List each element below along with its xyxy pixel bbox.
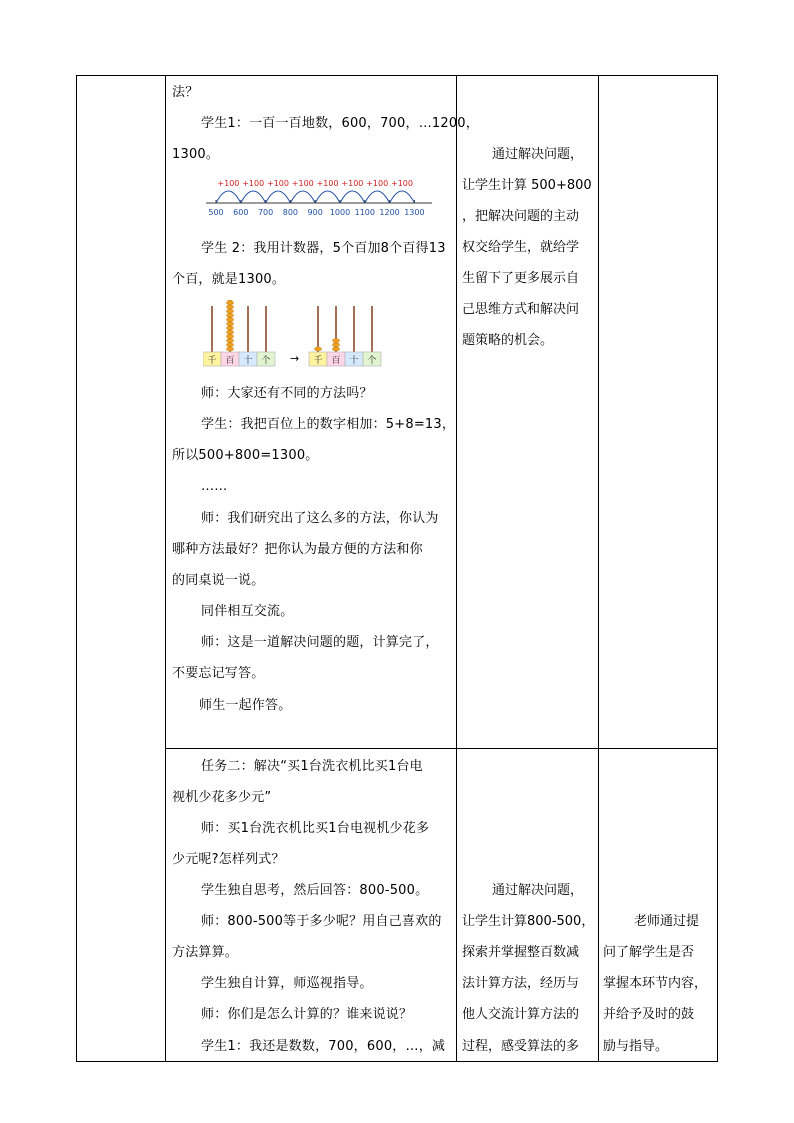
evaluation-line: 励与指导。 <box>603 1039 669 1054</box>
text-line: 少元呢?怎样列式？ <box>172 852 285 867</box>
number-line-jump-arc <box>266 191 291 203</box>
table-col-divider-4 <box>717 75 718 1062</box>
number-line-jump-label: +100 <box>341 179 364 188</box>
abacus-bead <box>226 334 233 338</box>
text-line: 1300。 <box>172 147 220 162</box>
abacus-figure <box>203 300 388 370</box>
abacus-place-label: 个 <box>367 356 377 366</box>
intent-line: 通过解决问题， <box>492 147 584 162</box>
number-line-jump-arc <box>290 191 315 203</box>
abacus-after <box>309 306 381 366</box>
number-line-arcs <box>216 191 414 203</box>
text-line: 同伴相互交流。 <box>201 604 294 619</box>
intent-line: ，把解决问题的主动 <box>462 209 580 224</box>
text-line: 个百，就是1300。 <box>172 272 286 287</box>
abacus-bead <box>226 300 233 301</box>
text-line: 不要忘记写答。 <box>172 666 265 681</box>
text-line: …… <box>201 479 228 494</box>
number-line-tick-label: 1300 <box>404 208 425 217</box>
abacus-before <box>203 300 275 366</box>
abacus-place-label: 十 <box>349 356 359 366</box>
intent-line: 过程，感受算法的多 <box>462 1039 580 1054</box>
number-line-figure <box>204 175 434 225</box>
intent-line: 让学生计算800-500， <box>462 914 595 929</box>
table-bottom-border <box>76 1061 718 1062</box>
text-line: 学生1：一百一百地数，600，700，…1200， <box>201 116 479 131</box>
abacus-bead <box>226 313 233 317</box>
text-line: 任务二：解决“买1台洗衣机比买1台电 <box>201 759 423 774</box>
abacus-place-label: 十 <box>243 356 253 366</box>
text-line: 视机少花多少元” <box>172 790 272 805</box>
abacus-bead <box>226 309 233 313</box>
table-col-divider-2 <box>456 75 457 1062</box>
abacus-place-label: 个 <box>261 356 271 366</box>
number-line-jump-arc <box>216 191 241 203</box>
intent-line: 法计算方法，经历与 <box>462 976 580 991</box>
abacus-place-label: 百 <box>331 356 341 366</box>
abacus-bead <box>226 301 233 305</box>
abacus-bead <box>226 339 233 343</box>
abacus-bead <box>332 343 339 347</box>
number-line-jump-label: +100 <box>391 179 413 188</box>
number-line-jump-label: +100 <box>316 179 339 188</box>
table-col-divider-3 <box>598 75 599 1062</box>
number-line-jump-label: +100 <box>267 179 289 188</box>
text-line: 师：这是一道解决问题的题，计算完了， <box>201 635 439 650</box>
text-line: 学生独自计算，师巡视指导。 <box>201 976 373 991</box>
number-line-jump-arc <box>241 191 266 203</box>
text-line: 师：我们研究出了这么多的方法，你认为 <box>201 511 439 526</box>
abacus-bead <box>314 347 321 351</box>
intent-line: 让学生计算 500+800 <box>462 178 592 193</box>
text-line: 所以500+800=1300。 <box>172 448 319 463</box>
number-line-jump-label: +100 <box>291 179 314 188</box>
table-col-divider-0 <box>76 75 77 1062</box>
abacus-place-label: 千 <box>207 356 217 366</box>
intent-line: 生留下了更多展示自 <box>462 271 580 286</box>
intent-line: 权交给学生，就给学 <box>462 240 580 255</box>
number-line-tick-label: 600 <box>233 208 249 217</box>
number-line-tick-label: 700 <box>257 208 274 217</box>
abacus-bead <box>226 330 233 334</box>
text-line: 方法算算。 <box>172 945 239 960</box>
table-top-border <box>76 75 718 76</box>
number-line-tick-label: 800 <box>282 208 299 217</box>
abacus-bead <box>226 305 233 309</box>
number-line-tick-label: 900 <box>307 208 323 217</box>
table-col-divider-1 <box>165 75 166 1062</box>
abacus-bead <box>332 339 339 343</box>
text-line: 师生一起作答。 <box>199 698 292 713</box>
abacus-bead <box>226 318 233 322</box>
number-line-jump-label: +100 <box>242 179 265 188</box>
number-line-tick-label: 1000 <box>329 208 351 217</box>
table-row-divider <box>165 748 718 749</box>
text-line: 师：800-500等于多少呢？用自己喜欢的 <box>201 914 442 929</box>
number-line-tick-label: 1100 <box>354 208 375 217</box>
text-line: 师：大家还有不同的方法吗？ <box>201 386 373 401</box>
number-line-jump-arc <box>365 191 390 203</box>
number-line-jump-label: +100 <box>366 179 389 188</box>
evaluation-line: 并给予及时的鼓 <box>603 1007 695 1022</box>
text-line: 学生1：我还是数数，700，600，…，减 <box>201 1039 446 1054</box>
number-line-tick-label: 1200 <box>379 208 400 217</box>
abacus-bead <box>226 347 233 351</box>
intent-line: 己思维方式和解决问 <box>462 302 580 317</box>
number-line-tick-label: 500 <box>208 208 224 217</box>
text-line: 师：买1台洗衣机比买1台电视机少花多 <box>201 821 430 836</box>
number-line-jump-arc <box>340 191 365 203</box>
text-line: 哪种方法最好？把你认为最方便的方法和你 <box>172 542 423 557</box>
abacus-place-label: 千 <box>313 356 323 366</box>
arrow-icon: → <box>290 352 300 365</box>
intent-line: 题策略的机会。 <box>462 333 554 348</box>
intent-line: 他人交流计算方法的 <box>462 1007 580 1022</box>
number-line-jump-label: +100 <box>217 179 240 188</box>
intent-line: 通过解决问题， <box>492 883 584 898</box>
text-line: 的同桌说一说。 <box>172 573 265 588</box>
text-line: 学生：我把百位上的数字相加：5+8=13， <box>201 417 456 432</box>
number-line-jump-arc <box>315 191 340 203</box>
evaluation-line: 老师通过提 <box>634 914 700 929</box>
abacus-bead <box>226 343 233 347</box>
abacus-bead <box>226 322 233 326</box>
abacus-bead <box>226 326 233 330</box>
text-line: 学生 2：我用计数器，5个百加8个百得13 <box>201 241 446 256</box>
abacus-bead <box>332 347 339 351</box>
intent-line: 探索并掌握整百数减 <box>462 945 580 960</box>
text-line: 法？ <box>172 85 199 100</box>
evaluation-line: 掌握本环节内容， <box>603 976 708 991</box>
number-line-jump-arc <box>390 191 415 203</box>
text-line: 师：你们是怎么计算的？谁来说说？ <box>201 1007 413 1022</box>
evaluation-line: 问了解学生是否 <box>603 945 695 960</box>
abacus-place-label: 百 <box>225 356 235 366</box>
text-line: 学生独自思考，然后回答：800-500。 <box>201 883 429 898</box>
